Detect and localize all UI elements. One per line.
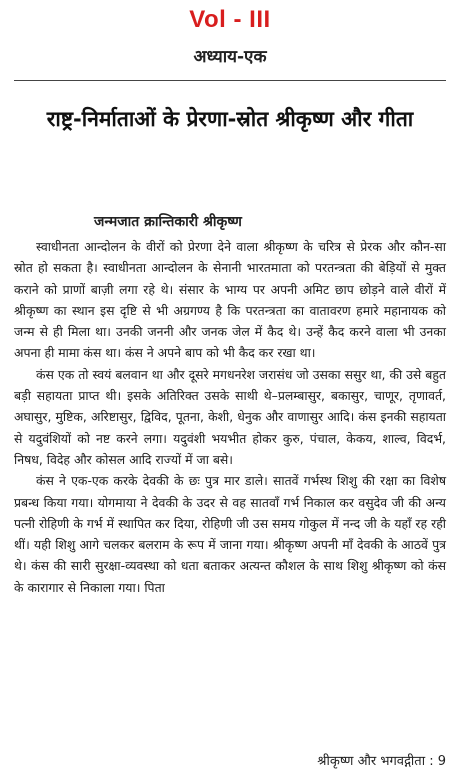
- body-text: [14, 236, 446, 598]
- volume-label: Vol - III: [189, 6, 271, 33]
- paragraph: कंस ने एक-एक करके देवकी के छः पुत्र मार डाले। सातवें गर्भस्थ शिशु की रक्षा का विशेष प्रबन्ध किया गया। योगमाया ने देवकी के उदर से वह सातवाँ गर्भ निकाल कर वसुदेव जी की अन्य पत्नी रोहिणी के गर्भ में स्थापित कर दिया, रोहिणी जी उस समय गोकुल में नन्द जी के यहाँ रह रही थीं। यही शिशु आगे चलकर बलराम के रूप में जाना गया। श्रीकृष्ण अपनी माँ देवकी के आठवें पुत्र थे। कंस की सारी सुरक्षा-व्यवस्था को धता बताकर अत्यन्त कौशल के साथ शिशु श्रीकृष्ण को कंस के कारागार से निकाला गया। पिता: [14, 473, 446, 595]
- paragraph: कंस एक तो स्वयं बलवान था और दूसरे मगधनरेश जरासंध जो उसका ससुर था, की उसे बहुत बड़ी सहायता प्राप्त थी। इसके अतिरिक्त उसके साथी थे–प्रलम्बासुर, बकासुर, चाणूर, तृणावर्त, अघासुर, मुष्टिक, अरिष्टासुर, द्विविद, पूतना, केशी, धेनुक और वाणासुर आदि। कंस इनकी सहायता से यदुवंशियों को नष्ट करने लगा। यदुवंशी भयभीत होकर कुरु, पंचाल, केकय, शाल्व, विदर्भ, निषध, विदेह और कोसल आदि राज्यों में जा बसे।: [14, 366, 446, 467]
- running-footer: श्रीकृष्ण और भगवद्गीता : 9: [317, 754, 446, 769]
- paragraph: स्वाधीनता आन्दोलन के वीरों को प्रेरणा देने वाला श्रीकृष्ण के चरित्र से प्रेरक और कौन-सा स्रोत हो सकता है। स्वाधीनता आन्दोलन के सेनानी भारतमाता को परतन्त्रता की बेड़ियों से मुक्त कराने को प्राणों बाज़ी लगा रहे थे। संसार के भाग्य पर अपनी अमिट छाप छोड़ने वाले वीरों में श्रीकृष्ण का स्थान इस दृष्टि से भी अग्रगण्य है कि परतन्त्रता का वातावरण हमारे महानायक को जन्म से ही मिला था। उनकी जननी और जनक जेल में कैद थे। उन्हें कैद करने वाला भी उनका अपना ही मामा कंस था। कंस ने अपने बाप को भी कैद कर रखा था।: [14, 239, 446, 361]
- header-divider: [14, 80, 446, 81]
- section-heading: जन्मजात क्रान्तिकारी श्रीकृष्ण: [94, 214, 242, 230]
- chapter-label: अध्याय-एक: [193, 47, 267, 67]
- page-title: राष्ट्र-निर्माताओं के प्रेरणा-स्रोत श्रीकृष्ण और गीता: [46, 107, 414, 131]
